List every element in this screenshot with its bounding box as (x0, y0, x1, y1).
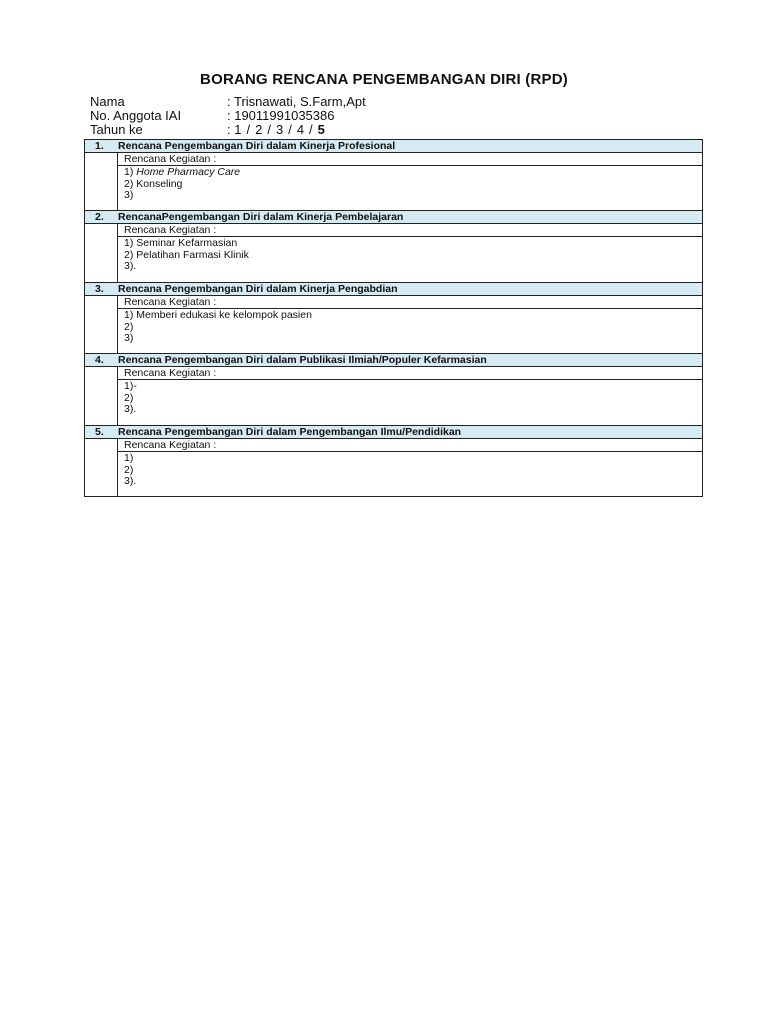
activity-text: Seminar Kefarmasian (136, 237, 238, 249)
tahun-option-2: 2 (255, 122, 263, 137)
tahun-separator: / (309, 122, 313, 137)
section-1 (85, 140, 702, 211)
section-3 (85, 283, 702, 354)
activity-item (124, 310, 702, 322)
tahun-separator: / (267, 122, 271, 137)
section-header (85, 354, 702, 367)
activity-number: 1) (124, 452, 134, 464)
section-header (85, 283, 702, 296)
activity-number: 3). (124, 403, 137, 415)
activity-number: 2) (124, 320, 134, 333)
section-title: Rencana Pengembangan Diri dalam Kinerja Profesional (118, 140, 396, 152)
activity-number: 2) (124, 177, 137, 190)
activity-number: 1) (124, 166, 137, 178)
section-number: 5. (95, 426, 104, 438)
activity-item (124, 250, 702, 262)
activity-list (118, 238, 702, 273)
activity-number: 3) (124, 332, 134, 344)
tahun-option-1: 1 (234, 122, 242, 137)
activity-item (124, 404, 702, 416)
activity-item (124, 476, 702, 488)
activity-text: Memberi edukasi ke kelompok pasien (136, 309, 312, 321)
tahun-separator: / (246, 122, 251, 137)
rencana-kegiatan-label: Rencana Kegiatan : (118, 224, 702, 237)
activity-number: 3) (124, 189, 134, 201)
tahun-label: Tahun ke (90, 122, 143, 137)
activity-item (124, 167, 702, 179)
info-row-anggota (90, 108, 334, 123)
rpd-table (84, 139, 703, 497)
activity-item (124, 179, 702, 191)
info-row-tahun (90, 122, 325, 137)
section-title: Rencana Pengembangan Diri dalam Publikasi Ilmiah/Populer Kefarmasian (118, 354, 487, 366)
activity-item (124, 333, 702, 345)
activity-text: Pelatihan Farmasi Klinik (136, 248, 249, 261)
activity-item (124, 322, 702, 334)
activity-number: 3). (124, 475, 137, 487)
nama-label: Nama (90, 94, 125, 109)
rencana-kegiatan-label: Rencana Kegiatan : (118, 439, 702, 452)
activity-text: Konseling (136, 177, 183, 190)
activity-text: Home Pharmacy Care (136, 166, 241, 178)
tahun-option-4: 4 (296, 122, 305, 137)
activity-number: 2) (124, 463, 134, 476)
section-title: RencanaPengembangan Diri dalam Kinerja Pembelajaran (118, 211, 404, 223)
rencana-kegiatan-label: Rencana Kegiatan : (118, 367, 702, 380)
section-header (85, 211, 702, 224)
anggota-value: : 19011991035386 (227, 108, 335, 123)
section-number: 3. (95, 283, 104, 295)
activity-number: 1) (124, 237, 137, 249)
activity-list (118, 310, 702, 345)
section-title: Rencana Pengembangan Diri dalam Pengembangan Ilmu/Pendidikan (118, 426, 462, 438)
activity-list (118, 381, 702, 416)
activity-item (124, 190, 702, 202)
tahun-options (234, 122, 325, 137)
rencana-kegiatan-label: Rencana Kegiatan : (118, 153, 702, 166)
info-row-nama (90, 94, 366, 109)
activity-number: 1)- (124, 380, 137, 392)
activity-number: 2) (124, 248, 137, 261)
tahun-option-3: 3 (275, 122, 284, 137)
rencana-kegiatan-label: Rencana Kegiatan : (118, 296, 702, 309)
form-title: BORANG RENCANA PENGEMBANGAN DIRI (RPD) (200, 71, 568, 88)
section-number: 1. (95, 140, 104, 152)
section-title: Rencana Pengembangan Diri dalam Kinerja Pengabdian (118, 283, 398, 295)
activity-number: 1) (124, 309, 137, 321)
activity-number: 3). (124, 260, 137, 272)
section-5 (85, 426, 702, 497)
activity-item (124, 261, 702, 273)
section-number: 2. (95, 211, 104, 223)
section-number: 4. (95, 354, 104, 366)
section-4 (85, 354, 702, 426)
activity-number: 2) (124, 391, 134, 404)
activity-item (124, 453, 702, 465)
anggota-label: No. Anggota IAI (90, 108, 182, 123)
tahun-option-5: 5 (317, 122, 325, 137)
activity-item (124, 393, 702, 405)
section-header (85, 140, 702, 153)
activity-list (118, 167, 702, 202)
tahun-prefix: : (227, 122, 235, 137)
section-header (85, 426, 702, 439)
section-2 (85, 211, 702, 283)
activity-item (124, 381, 702, 393)
nama-value: : Trisnawati, S.Farm,Apt (227, 94, 366, 109)
tahun-separator: / (288, 122, 292, 137)
activity-list (118, 453, 702, 488)
tahun-value (227, 122, 325, 137)
activity-item (124, 465, 702, 477)
